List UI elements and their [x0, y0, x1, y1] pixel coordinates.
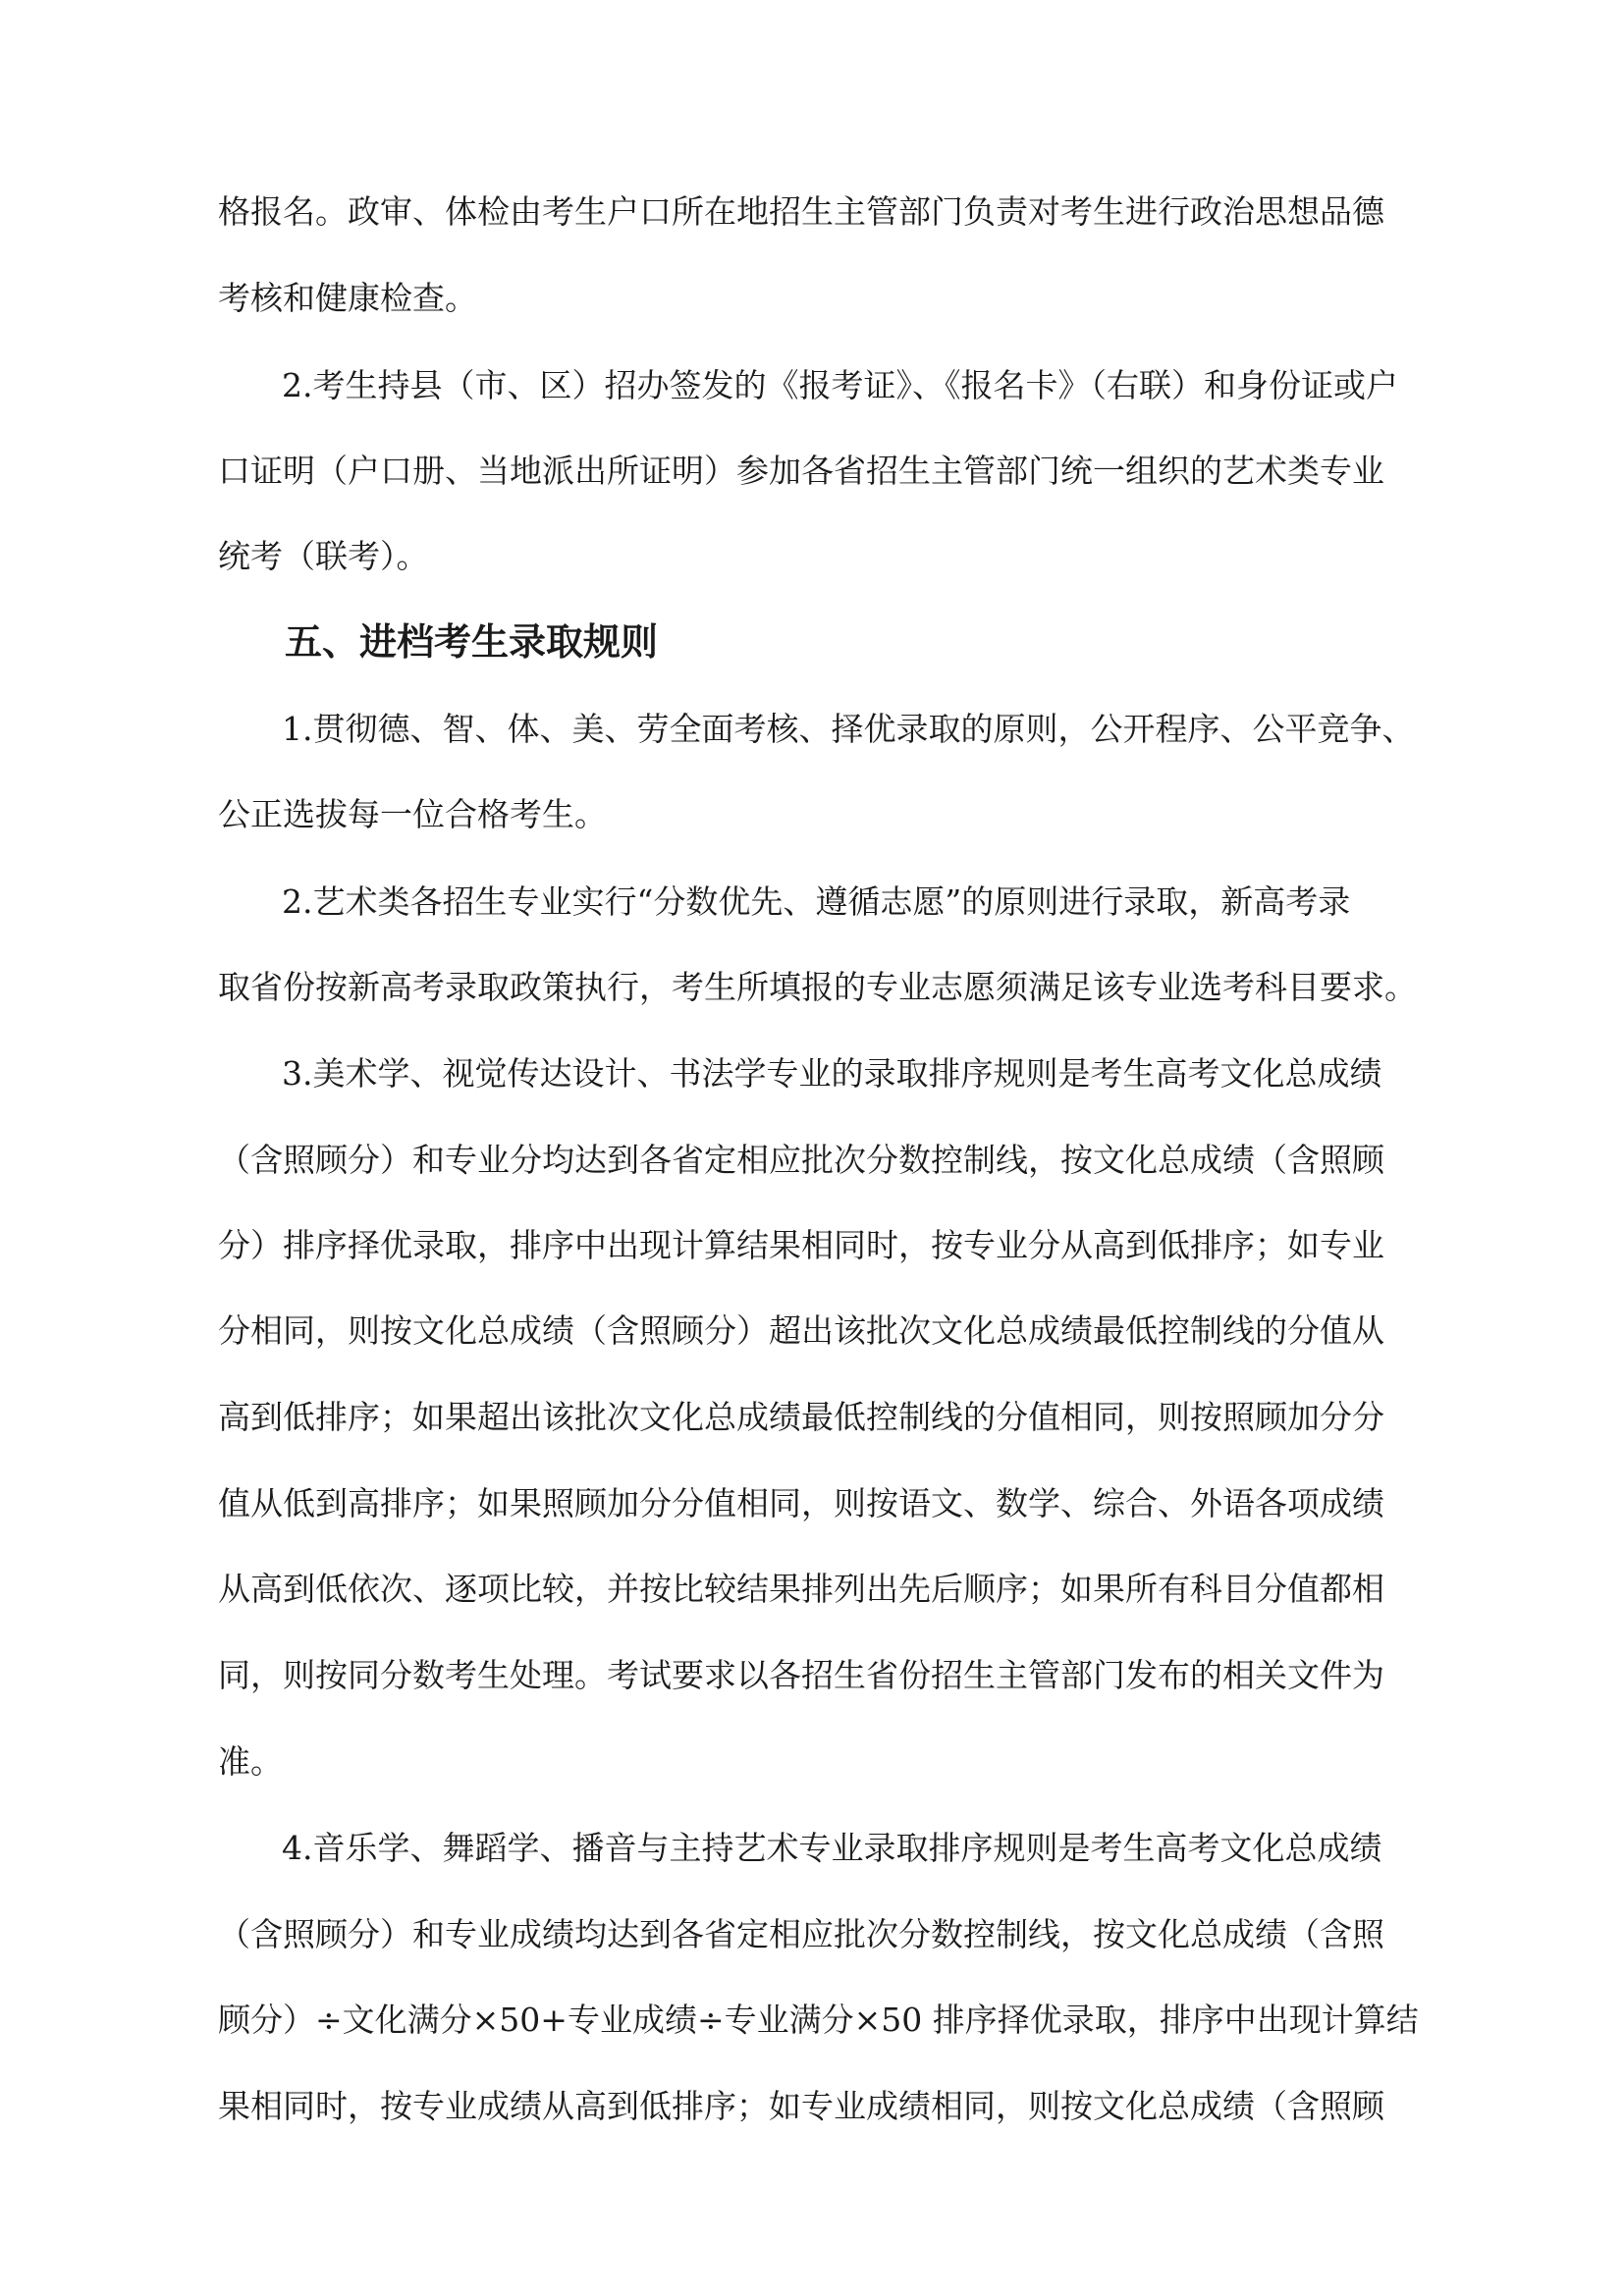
section-heading: 五、进档考生录取规则 [285, 620, 659, 664]
paragraph-line: 口证明（户口册、当地派出所证明）参加各省招生主管部门统一组织的艺术类专业 [218, 452, 1384, 490]
paragraph-line: 格报名。政审、体检由考生户口所在地招生主管部门负责对考生进行政治思想品德 [218, 192, 1384, 231]
paragraph-line: 高到低排序；如果超出该批次文化总成绩最低控制线的分值相同，则按照顾加分分 [218, 1398, 1384, 1436]
paragraph-line: 从高到低依次、逐项比较，并按比较结果排列出先后顺序；如果所有科目分值都相 [218, 1570, 1384, 1608]
paragraph-line: （含照顾分）和专业分均达到各省定相应批次分数控制线，按文化总成绩（含照顾 [218, 1141, 1384, 1179]
paragraph-line: 2.艺术类各招生专业实行“分数优先、遵循志愿”的原则进行录取，新高考录 [282, 882, 1351, 921]
paragraph-line: 取省份按新高考录取政策执行，考生所填报的专业志愿须满足该专业选考科目要求。 [218, 968, 1417, 1006]
paragraph-line: 值从低到高排序；如果照顾加分分值相同，则按语文、数学、综合、外语各项成绩 [218, 1484, 1384, 1522]
paragraph-line: 4.音乐学、舞蹈学、播音与主持艺术专业录取排序规则是考生高考文化总成绩 [282, 1829, 1382, 1867]
paragraph-line: 顾分）÷文化满分×50+专业成绩÷专业满分×50 排序择优录取，排序中出现计算结 [218, 2001, 1419, 2039]
paragraph-line: 统考（联考）。 [218, 537, 429, 575]
paragraph-line: 1.贯彻德、智、体、美、劳全面考核、择优录取的原则，公开程序、公平竞争、 [282, 710, 1415, 748]
paragraph-line: 2.考生持县（市、区）招办签发的《报考证》、《报名卡》（右联）和身份证或户 [282, 366, 1398, 404]
paragraph-line: 公正选拔每一位合格考生。 [218, 795, 607, 833]
paragraph-line: 3.美术学、视觉传达设计、书法学专业的录取排序规则是考生高考文化总成绩 [282, 1054, 1382, 1093]
paragraph-line: 分相同，则按文化总成绩（含照顾分）超出该批次文化总成绩最低控制线的分值从 [218, 1311, 1384, 1350]
paragraph-line: 准。 [218, 1742, 283, 1781]
paragraph-line: 考核和健康检查。 [218, 279, 477, 317]
paragraph-line: 分）排序择优录取，排序中出现计算结果相同时，按专业分从高到低排序；如专业 [218, 1226, 1384, 1264]
paragraph-line: 果相同时，按专业成绩从高到低排序；如专业成绩相同，则按文化总成绩（含照顾 [218, 2087, 1384, 2125]
paragraph-line: （含照顾分）和专业成绩均达到各省定相应批次分数控制线，按文化总成绩（含照 [218, 1915, 1384, 1953]
paragraph-line: 同，则按同分数考生处理。考试要求以各招生省份招生主管部门发布的相关文件为 [218, 1656, 1384, 1694]
